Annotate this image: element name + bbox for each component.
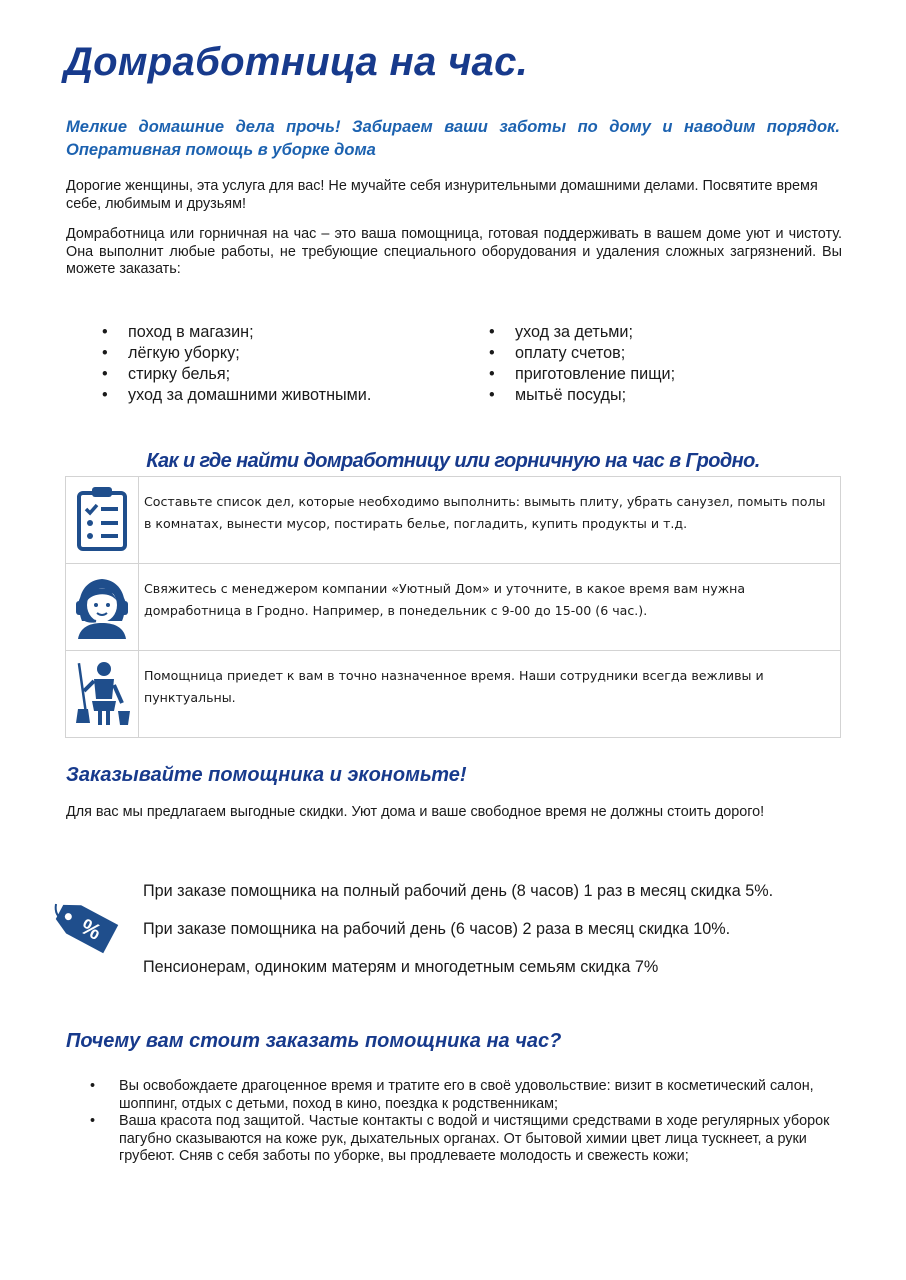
maid-cleaning-icon [72, 714, 132, 731]
step-icon-cell [66, 564, 139, 651]
subtitle: Мелкие домашние дела прочь! Забираем ваши заботы по дому и наводим порядок. Оперативная помощь в уборке дома [66, 118, 840, 159]
list-item: • мытьё посуды; [489, 385, 849, 406]
step-icon-cell [66, 651, 139, 738]
services-list-left [102, 322, 462, 406]
list-item: • поход в магазин; [102, 322, 462, 343]
table-row [66, 477, 841, 564]
order-paragraph: Для вас мы предлагаем выгодные скидки. Уют дома и ваше свободное время не должны стоить дорого! [66, 804, 765, 820]
list-item: • Вы освобождаете драгоценное время и тратите его в своё удовольствие: визит в косметический салон, шоппинг, отдых с детьми, поход в кино, поездка к родственникам; [90, 1078, 835, 1113]
step-text: Составьте список дел, которые необходимо выполнить: вымыть плиту, убрать санузел, помыть полы в комнатах, вынести мусор, постирать белье, погладить, купить продукты и т.д. [139, 477, 841, 564]
list-item: • оплату счетов; [489, 343, 849, 364]
find-heading: Как и где найти домработницу или горничную на час в Гродно. [146, 450, 760, 472]
table-row [66, 564, 841, 651]
page-title: Домработница на час. [64, 40, 529, 84]
step-icon-cell [66, 477, 139, 564]
list-item: • стирку белья; [102, 364, 462, 385]
discount-line: При заказе помощника на рабочий день (6 часов) 2 раза в месяц скидка 10%. [143, 920, 731, 938]
discount-tag-icon [52, 896, 120, 961]
list-item: • уход за домашними животными. [102, 385, 462, 406]
list-item: • уход за детьми; [489, 322, 849, 343]
intro-paragraph-2: Домработница или горничная на час – это ваша помощница, готовая поддерживать в вашем доме уют и чистоту. Она выполнит любые работы, не требующие специального оборудования и удаления сложных загрязнений. Вы можете заказать: [66, 226, 842, 277]
discount-line: При заказе помощника на полный рабочий день (8 часов) 1 раз в месяц скидка 5%. [143, 882, 774, 900]
list-item: • лёгкую уборку; [102, 343, 462, 364]
steps-table [65, 476, 841, 738]
intro-paragraph-1: Дорогие женщины, эта услуга для вас! Не мучайте себя изнурительными домашними делами. Посвятите время себе, любимым и друзьям! [66, 178, 818, 212]
list-item: • Ваша красота под защитой. Частые контакты с водой и чистящими средствами в ходе регулярных уборок пагубно сказываются на коже рук, дыхательных органах. От бытовой химии цвет лица тускнеет, а руки грубеют. Сняв с себя заботы по уборке, вы продлеваете молодость и свежесть кожи; [90, 1113, 835, 1166]
table-row [66, 651, 841, 738]
operator-headset-icon [70, 626, 134, 643]
why-list [90, 1078, 835, 1166]
discount-tag-label: % [76, 913, 106, 945]
list-item: • приготовление пищи; [489, 364, 849, 385]
step-text: Помощница приедет к вам в точно назначенное время. Наши сотрудники всегда вежливы и пунктуальны. [139, 651, 841, 738]
checklist-icon [76, 538, 128, 555]
order-heading: Заказывайте помощника и экономьте! [66, 764, 467, 786]
services-list-right [489, 322, 849, 406]
step-text: Свяжитесь с менеджером компании «Уютный Дом» и уточните, в какое время вам нужна домработница в Гродно. Например, в понедельник с 9-00 до 15-00 (6 час.). [139, 564, 841, 651]
why-heading: Почему вам стоит заказать помощника на час? [66, 1030, 562, 1052]
discount-line: Пенсионерам, одиноким матерям и многодетным семьям скидка 7% [143, 958, 659, 976]
